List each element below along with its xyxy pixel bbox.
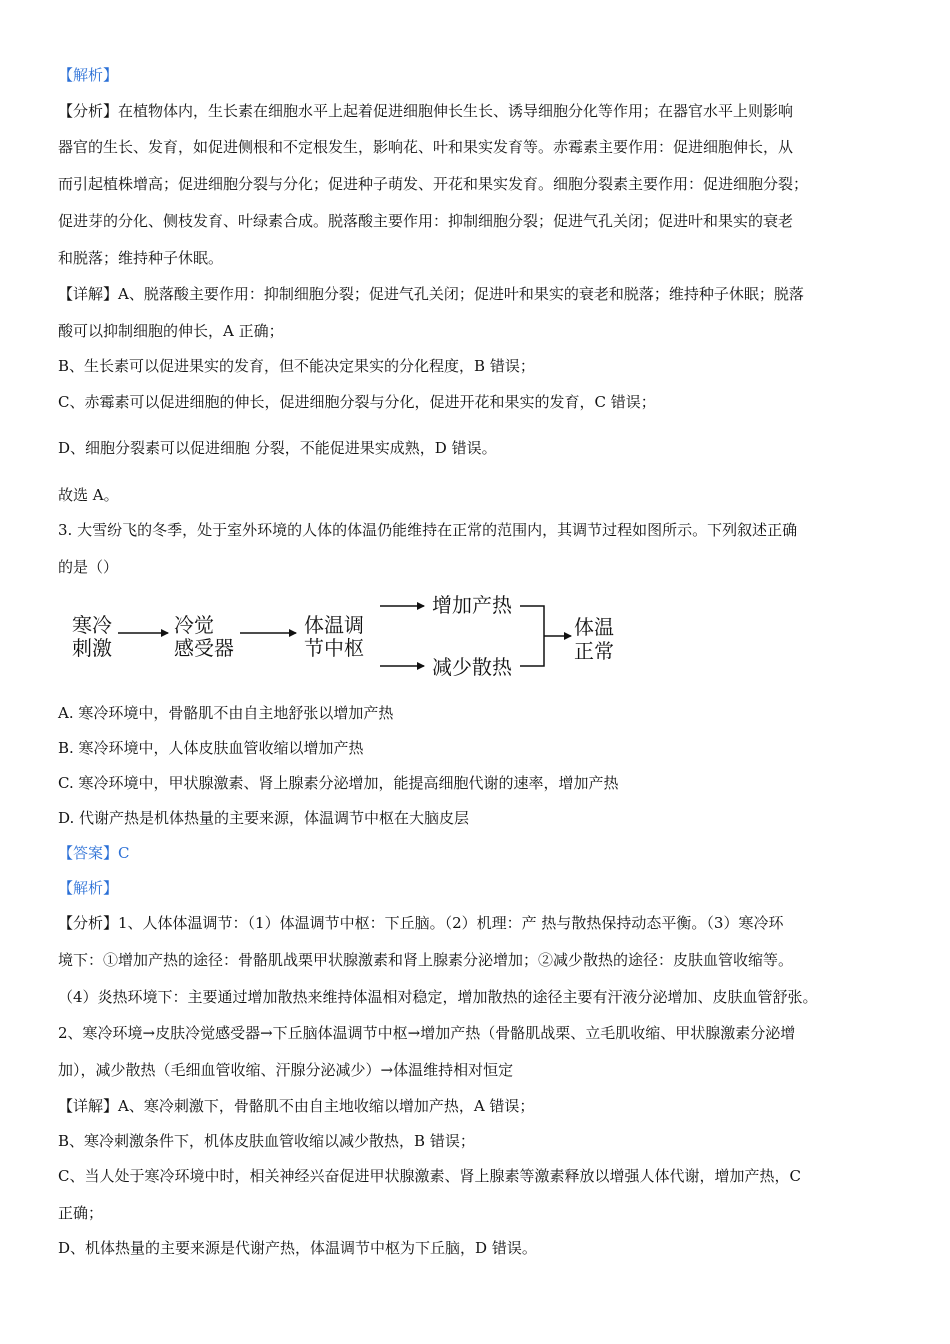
diagram-receptor-line2: 感受器 [174,636,234,660]
line-detail-2: 酸可以抑制细胞的伸长，A 正确； [58,322,284,340]
line-analysis-2: 器官的生长、发育，如促进侧根和不定根发生，影响花、叶和果实发育等。赤霉素主要作用：促进细胞伸长，从 [58,138,794,156]
line-choose-a: 故选 A。 [58,486,119,504]
option-d: D. 代谢产热是机体热量的主要来源，体温调节中枢在大脑皮层 [58,809,470,827]
question-3-line-1: 3. 大雪纷飞的冬季，处于室外环境的人体的体温仍能维持在正常的范围内，其调节过程如图所示。下列叙述正确 [58,521,798,539]
line-analysis-5: 和脱落；维持种子休眠。 [58,249,224,267]
line-jiexi-1: 【解析】 [58,66,119,84]
answer-line: 【答案】C [58,844,130,862]
line-detail2-a: 【详解】A、寒冷刺激下，骨骼肌不由自主地收缩以增加产热，A 错误； [58,1097,535,1115]
line-detail2-d: D、机体热量的主要来源是代谢产热，体温调节中枢为下丘脑，D 错误。 [58,1239,537,1257]
option-b: B. 寒冷环境中，人体皮肤血管收缩以增加产热 [58,739,364,757]
diagram-center-line1: 体温调 [304,613,364,637]
line-detail-c: C、赤霉素可以促进细胞的伸长，促进细胞分裂与分化，促进开花和果实的发育，C 错误； [58,393,656,411]
diagram-result-line2: 正常 [574,639,614,663]
diagram-branch-increase-heat: 增加产热 [432,593,512,617]
diagram-center-line2: 节中枢 [304,636,364,660]
line-analysis2-1: 【分析】1、人体体温调节：（1）体温调节中枢：下丘脑。（2）机理：产 热与散热保持动态平衡。（3）寒冷环 [58,914,784,932]
diagram-receptor-line1: 冷觉 [174,613,214,637]
question-3-line-2: 的是（） [58,558,119,576]
line-analysis2-5: 加），减少散热（毛细血管收缩、汗腺分泌减少）→体温维持相对恒定 [58,1061,514,1079]
line-analysis-4: 促进芽的分化、侧枝发育、叶绿素合成。脱落酸主要作用：抑制细胞分裂；促进气孔关闭；促进叶和果实的衰老 [58,212,794,230]
line-detail-d: D、细胞分裂素可以促进细胞 分裂，不能促进果实成熟，D 错误。 [58,439,497,457]
diagram-result-line1: 体温 [574,615,614,639]
line-detail2-c1: C、当人处于寒冷环境中时，相关神经兴奋促进甲状腺激素、肾上腺素等激素释放以增强人体代谢，增加产热，C [58,1167,801,1185]
line-detail2-b: B、寒冷刺激条件下，机体皮肤血管收缩以减少散热，B 错误； [58,1132,475,1150]
line-detail-b: B、生长素可以促进果实的发育，但不能决定果实的分化程度，B 错误； [58,357,535,375]
line-jiexi-2: 【解析】 [58,879,119,897]
diagram-bracket [520,606,544,666]
line-analysis2-4: 2、寒冷环境→皮肤冷觉感受器→下丘脑体温调节中枢→增加产热（骨骼肌战栗、立毛肌收缩、甲状腺激素分泌增 [58,1024,796,1042]
line-analysis2-3: （4）炎热环境下：主要通过增加散热来维持体温相对稳定，增加散热的途径主要有汗液分泌增加、皮肤血管舒张。 [58,988,818,1006]
line-detail2-c2: 正确； [58,1204,104,1222]
diagram-stimulus-line1: 寒冷 [72,613,112,637]
line-analysis2-2: 境下：①增加产热的途径：骨骼肌战栗甲状腺激素和肾上腺素分泌增加；②减少散热的途径：皮肤血管收缩等。 [58,951,794,969]
option-a: A. 寒冷环境中，骨骼肌不由自主地舒张以增加产热 [58,704,394,722]
thermoregulation-flow-diagram [68,592,628,692]
line-detail-1: 【详解】A、脱落酸主要作用：抑制细胞分裂；促进气孔关闭；促进叶和果实的衰老和脱落；维持种子休眠；脱落 [58,285,804,303]
option-c: C. 寒冷环境中，甲状腺激素、肾上腺素分泌增加，能提高细胞代谢的速率，增加产热 [58,774,619,792]
diagram-stimulus-line2: 刺激 [72,636,112,660]
line-analysis-3: 而引起植株增高；促进细胞分裂与分化；促进种子萌发、开花和果实发育。细胞分裂素主要作用：促进细胞分裂； [58,175,809,193]
line-analysis-1: 【分析】在植物体内，生长素在细胞水平上起着促进细胞伸长生长、诱导细胞分化等作用；在器官水平上则影响 [58,102,794,120]
diagram-branch-reduce-heat-loss: 减少散热 [432,655,512,679]
